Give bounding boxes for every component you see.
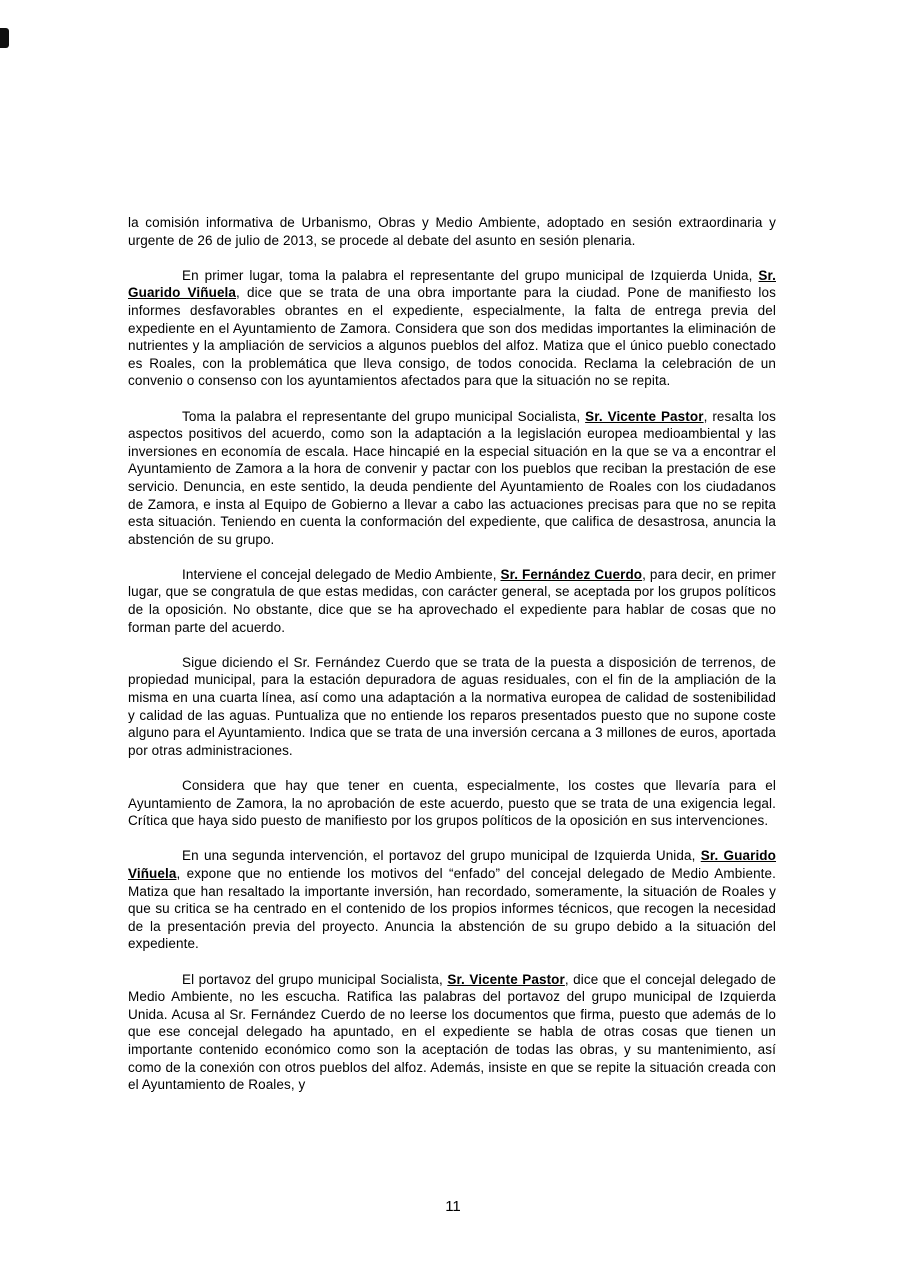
paragraph-text: Sigue diciendo el Sr. Fernández Cuerdo que se trata de la puesta a disposición de terrenos, de propiedad municipal, para la estación depuradora de aguas residuales, con el fin de la ampliación de la misma en una cuarta línea, así como una adaptación a la normativa europea de calidad de sostenibilidad y calidad de las aguas. Puntualiza que no entiende los reparos presentados puesto que no supone coste alguno para el Ayuntamiento. Indica que se trata de una inversión cercana a 3 millones de euros, aportada por otras administraciones. [128,654,776,758]
paragraph-text: Considera que hay que tener en cuenta, especialmente, los costes que llevaría para el Ayuntamiento de Zamora, la no aprobación de este acuerdo, puesto que se trata de una exigencia legal. Crítica que haya sido puesto de manifiesto por los grupos políticos de la oposición en sus intervenciones. [128,778,776,829]
paragraph-text: , resalta los aspectos positivos del acuerdo, como son la adaptación a la legislación europea medioambiental y las inversiones en economía de escala. Hace hincapié en la especial situación en la que se va a encontrar el Ayuntamiento de Zamora a la hora de convenir y pactar con los pueblos que reciban la prestación de ese servicio. Denuncia, en este sentido, la deuda pendiente del Ayuntamiento de Roales con los ciudadanos de Zamora, e insta al Equipo de Gobierno a llevar a cabo las actuaciones precisas para que no se repita esta situación. Teniendo en cuenta la conformación del expediente, que califica de desastrosa, anuncia la abstención de su grupo. [128,408,776,547]
paragraph [128,971,776,1094]
speaker-name: Sr. Fernández Cuerdo [500,566,643,582]
paragraph-text: El portavoz del grupo municipal Socialista, [182,971,448,987]
paragraph-text: , para decir, en primer lugar, que se congratula de que estas medidas, con carácter general, se aceptada por los grupos políticos de la oposición. No obstante, dice que se ha aprovechado el expediente para hablar de cosas que no forman parte del acuerdo. [128,566,777,635]
paragraph [128,654,776,760]
paragraph-text: , dice que el concejal delegado de Medio Ambiente, no les escucha. Ratifica las palabras del portavoz del grupo municipal de Izquierda Unida. Acusa al Sr. Fernández Cuerdo de no leerse los documentos que firma, puesto que además de lo que ese concejal delegado ha apuntado, en el expediente se habla de otras cosas que tienen un importante contenido económico como son la aceptación de todas las obras, y su mantenimiento, así como de la conexión con otros pueblos del alfoz. Además, insiste en que se repite la situación creada con el Ayuntamiento de Roales, y [128,971,776,1093]
paragraph-text: Toma la palabra el representante del grupo municipal Socialista, [182,408,586,424]
paragraph-text: En primer lugar, toma la palabra el representante del grupo municipal de Izquierda Unida, [182,267,759,283]
paragraph-text: la comisión informativa de Urbanismo, Obras y Medio Ambiente, adoptado en sesión extraordinaria y urgente de 26 de julio de 2013, se procede al debate del asunto en sesión plenaria. [128,215,776,248]
speaker-name: Sr. Vicente Pastor [585,408,704,424]
speaker-name: Sr. Guarido Viñuela [128,267,776,301]
paragraph [128,566,776,636]
scan-artifact [0,28,9,48]
paragraph [128,847,776,953]
speaker-name: Sr. Guarido Viñuela [128,848,777,881]
paragraph [128,267,776,390]
paragraph [128,214,776,249]
paragraph-text: , expone que no entiende los motivos del “enfado” del concejal delegado de Medio Ambiente. Matiza que han resaltado la importante inversión, han recordado, someramente, la situación de Roales y que su critica se ha centrado en el contenido de los propios informes técnicos, que recogen la necesidad de la presentación previa del proyecto. Anuncia la abstención de su grupo debido a la situación del expediente. [128,865,776,952]
paragraph-text: En una segunda intervención, el portavoz del grupo municipal de Izquierda Unida, [182,848,701,864]
paragraph [128,777,776,830]
speaker-name: Sr. Vicente Pastor [447,971,565,987]
paragraph-text: , dice que se trata de una obra importante para la ciudad. Pone de manifiesto los informes desfavorables obrantes en el expediente, especialmente, la falta de entrega previa del expediente en el Ayuntamiento de Zamora. Considera que son dos medidas importantes la eliminación de nutrientes y la ampliación de servicios a algunos pueblos del alfoz. Matiza que el único pueblo conectado es Roales, con la problemática que lleva consigo, de todos conocida. Reclama la celebración de un convenio o consenso con los ayuntamientos afectados para que la situación no se repita. [128,285,776,389]
page-number: 11 [445,1198,461,1215]
paragraph-text: Interviene el concejal delegado de Medio Ambiente, [182,566,501,582]
document-body [128,214,776,1111]
paragraph [128,408,776,549]
